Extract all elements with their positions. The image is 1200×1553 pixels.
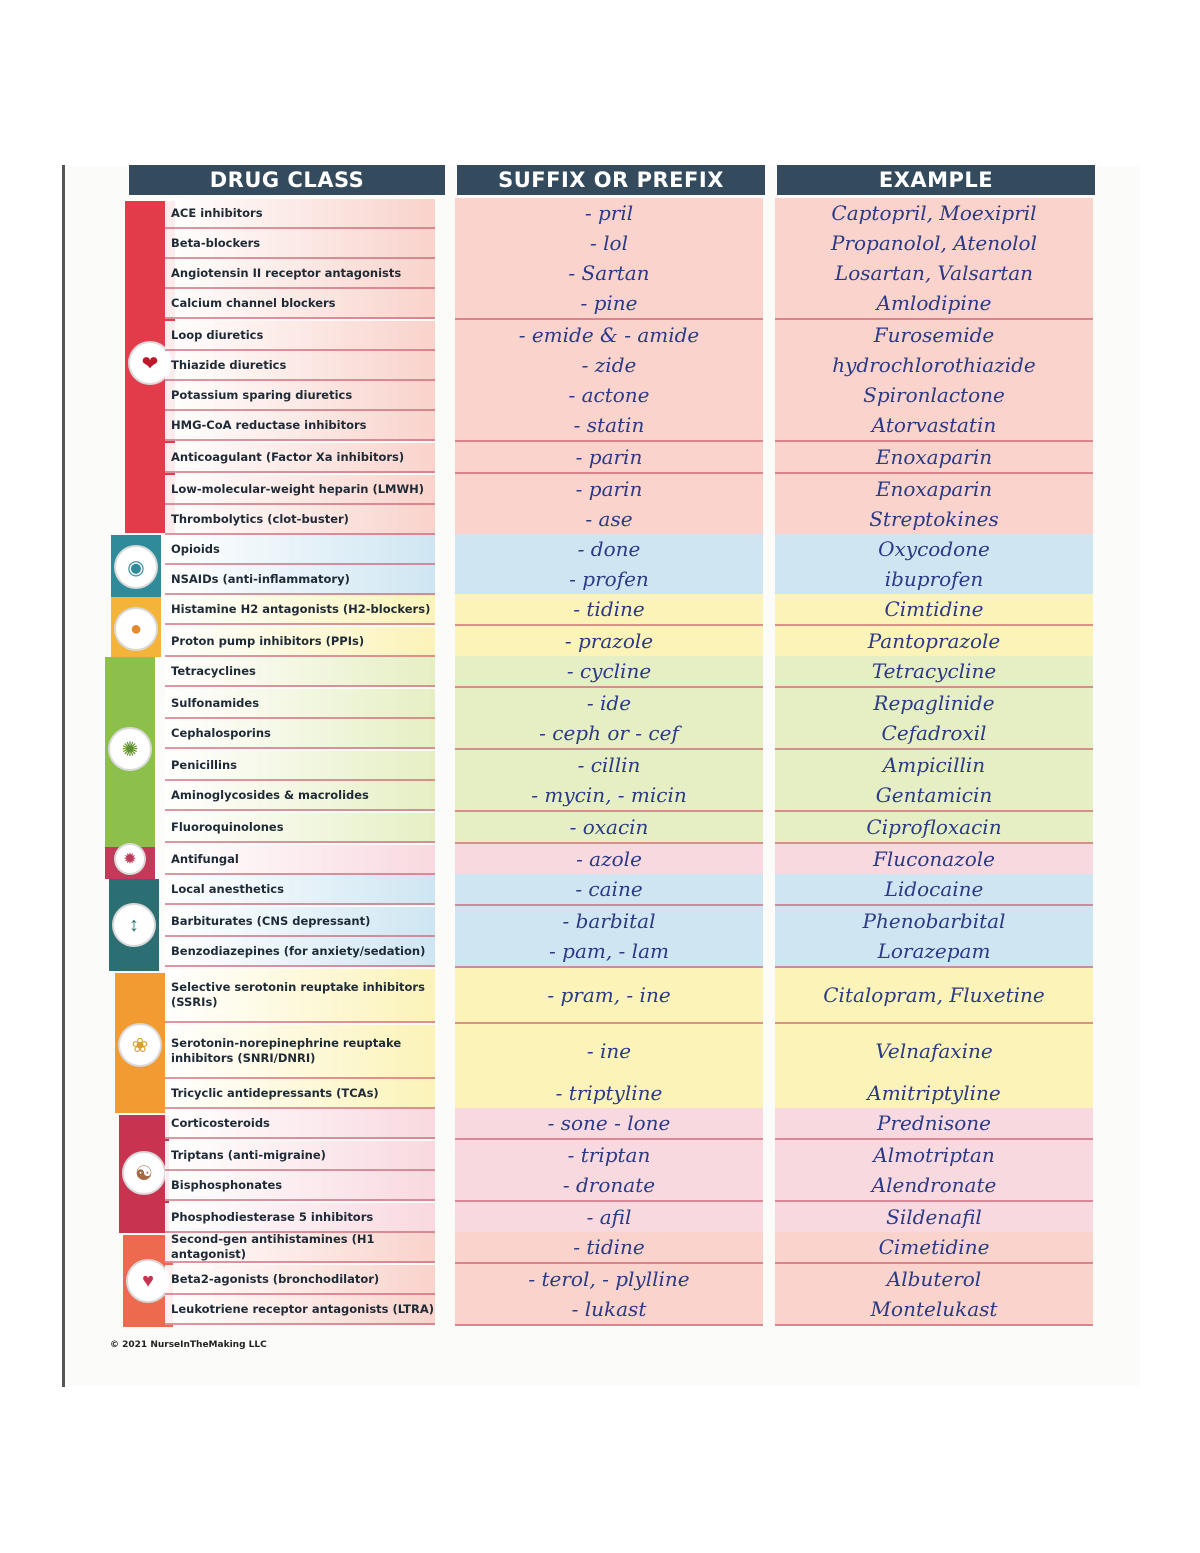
table-row	[165, 1025, 1105, 1079]
suffix-cell: - caine	[455, 874, 763, 906]
drug-class-cell: Tetracyclines	[165, 657, 435, 687]
table-row	[165, 751, 1105, 781]
example-cell: Amitriptyline	[775, 1078, 1093, 1110]
table-row	[165, 443, 1105, 473]
example-cell: Almotriptan	[775, 1140, 1093, 1172]
table-row	[165, 475, 1105, 505]
header-example: EXAMPLE	[777, 165, 1095, 195]
suffix-cell: - triptan	[455, 1140, 763, 1172]
heart-icon: ❤	[128, 341, 172, 385]
drug-class-cell: Antifungal	[165, 845, 435, 875]
suffix-cell: - ceph or - cef	[455, 718, 763, 750]
drug-class-cell: Barbiturates (CNS depressant)	[165, 907, 435, 937]
example-cell: Alendronate	[775, 1170, 1093, 1202]
drug-class-cell: Potassium sparing diuretics	[165, 381, 435, 411]
example-cell: Lorazepam	[775, 936, 1093, 968]
drug-class-cell: Benzodiazepines (for anxiety/sedation)	[165, 937, 435, 967]
table-row	[165, 289, 1105, 319]
drug-class-cell: ACE inhibitors	[165, 199, 435, 229]
band-gi-blue	[111, 535, 161, 597]
example-cell: Montelukast	[775, 1294, 1093, 1326]
example-cell: Phenobarbital	[775, 906, 1093, 938]
example-cell: Amlodipine	[775, 288, 1093, 320]
suffix-cell: - pril	[455, 198, 763, 230]
drug-class-cell: Selective serotonin reuptake inhibitors (SSRIs)	[165, 969, 435, 1023]
table-row	[165, 1295, 1105, 1325]
example-cell: Cimetidine	[775, 1232, 1093, 1264]
example-cell: Sildenafil	[775, 1202, 1093, 1234]
suffix-cell: - triptyline	[455, 1078, 763, 1110]
example-cell: ibuprofen	[775, 564, 1093, 596]
example-cell: Captopril, Moexipril	[775, 198, 1093, 230]
stomach-blue-icon: ◉	[114, 545, 158, 589]
drug-class-cell: HMG-CoA reductase inhibitors	[165, 411, 435, 441]
drug-class-cell: Triptans (anti-migraine)	[165, 1141, 435, 1171]
drug-class-cell: Penicillins	[165, 751, 435, 781]
suffix-cell: - pram, - ine	[455, 968, 763, 1024]
example-cell: Repaglinide	[775, 688, 1093, 720]
drug-class-sheet	[62, 165, 1140, 1387]
band-neuro	[109, 879, 159, 971]
virus-icon: ✹	[114, 843, 146, 875]
suffix-cell: - ase	[455, 504, 763, 536]
table-row	[165, 1171, 1105, 1201]
example-cell: Losartan, Valsartan	[775, 258, 1093, 290]
drug-class-cell: Calcium channel blockers	[165, 289, 435, 319]
example-cell: Cefadroxil	[775, 718, 1093, 750]
table-row	[165, 1203, 1105, 1233]
suffix-cell: - cillin	[455, 750, 763, 782]
suffix-cell: - tidine	[455, 594, 763, 626]
drug-class-cell: Phosphodiesterase 5 inhibitors	[165, 1203, 435, 1233]
example-cell: Furosemide	[775, 320, 1093, 352]
table-row	[165, 907, 1105, 937]
suffix-cell: - lol	[455, 228, 763, 260]
drug-class-cell: Angiotensin II receptor antagonists	[165, 259, 435, 289]
example-cell: Propanolol, Atenolol	[775, 228, 1093, 260]
suffix-cell: - cycline	[455, 656, 763, 688]
example-cell: Enoxaparin	[775, 442, 1093, 474]
suffix-cell: - emide & - amide	[455, 320, 763, 352]
drug-class-cell: Thrombolytics (clot-buster)	[165, 505, 435, 535]
suffix-cell: - dronate	[455, 1170, 763, 1202]
drug-class-cell: NSAIDs (anti-inflammatory)	[165, 565, 435, 595]
band-antifungal	[105, 847, 155, 879]
example-cell: Velnafaxine	[775, 1024, 1093, 1080]
table-row	[165, 875, 1105, 905]
table-row	[165, 321, 1105, 351]
example-cell: Tetracycline	[775, 656, 1093, 688]
suffix-cell: - actone	[455, 380, 763, 412]
suffix-cell: - pine	[455, 288, 763, 320]
table-row	[165, 1233, 1105, 1263]
table-row	[165, 657, 1105, 687]
table-row	[165, 1265, 1105, 1295]
example-cell: Pantoprazole	[775, 626, 1093, 658]
example-cell: hydrochlorothiazide	[775, 350, 1093, 382]
drug-class-cell: Leukotriene receptor antagonists (LTRA)	[165, 1295, 435, 1325]
suffix-cell: - zide	[455, 350, 763, 382]
table-row	[165, 535, 1105, 565]
bacteria-icon: ✺	[108, 727, 152, 771]
table-row	[165, 969, 1105, 1023]
table-row	[165, 229, 1105, 259]
drug-class-cell: Loop diuretics	[165, 321, 435, 351]
syringe-icon: ↕	[112, 903, 156, 947]
example-cell: Oxycodone	[775, 534, 1093, 566]
drug-class-cell: Local anesthetics	[165, 875, 435, 905]
drug-class-cell: Proton pump inhibitors (PPIs)	[165, 627, 435, 657]
drug-class-cell: Bisphosphonates	[165, 1171, 435, 1201]
table-row	[165, 351, 1105, 381]
suffix-cell: - terol, - plylline	[455, 1264, 763, 1296]
suffix-cell: - lukast	[455, 1294, 763, 1326]
table-row	[165, 937, 1105, 967]
drug-class-cell: Aminoglycosides & macrolides	[165, 781, 435, 811]
drug-class-cell: Cephalosporins	[165, 719, 435, 749]
example-cell: Ciprofloxacin	[775, 812, 1093, 844]
suffix-cell: - statin	[455, 410, 763, 442]
table-row	[165, 689, 1105, 719]
drug-class-cell: Tricyclic antidepressants (TCAs)	[165, 1079, 435, 1109]
suffix-cell: - ine	[455, 1024, 763, 1080]
table-row	[165, 627, 1105, 657]
example-cell: Cimtidine	[775, 594, 1093, 626]
band-endocrine	[119, 1115, 169, 1233]
example-cell: Ampicillin	[775, 750, 1093, 782]
drug-class-cell: Anticoagulant (Factor Xa inhibitors)	[165, 443, 435, 473]
example-cell: Prednisone	[775, 1108, 1093, 1140]
band-gi-yellow	[111, 597, 161, 657]
lungs-icon: ♥	[126, 1259, 170, 1303]
example-cell: Fluconazole	[775, 844, 1093, 876]
drug-class-cell: Beta2-agonists (bronchodilator)	[165, 1265, 435, 1295]
drug-class-cell: Corticosteroids	[165, 1109, 435, 1139]
drug-class-cell: Serotonin-norepinephrine reuptake inhibitors (SNRI/DNRI)	[165, 1025, 435, 1079]
drug-class-cell: Fluoroquinolones	[165, 813, 435, 843]
stomach-icon: ●	[114, 607, 158, 651]
copyright: © 2021 NurseInTheMaking LLC	[110, 1340, 267, 1350]
header-suffix-prefix: SUFFIX OR PREFIX	[457, 165, 765, 195]
suffix-cell: - azole	[455, 844, 763, 876]
table-row	[165, 505, 1105, 535]
drug-class-cell: Thiazide diuretics	[165, 351, 435, 381]
suffix-cell: - barbital	[455, 906, 763, 938]
suffix-cell: - Sartan	[455, 258, 763, 290]
example-cell: Enoxaparin	[775, 474, 1093, 506]
brain-icon: ❀	[118, 1023, 162, 1067]
table-row	[165, 381, 1105, 411]
table-row	[165, 781, 1105, 811]
suffix-cell: - done	[455, 534, 763, 566]
body-icon: ☯	[122, 1151, 166, 1195]
table-row	[165, 595, 1105, 625]
table-row	[165, 845, 1105, 875]
example-cell: Streptokines	[775, 504, 1093, 536]
table-row	[165, 565, 1105, 595]
example-cell: Citalopram, Fluxetine	[775, 968, 1093, 1024]
example-cell: Gentamicin	[775, 780, 1093, 812]
table-row	[165, 1079, 1105, 1109]
suffix-cell: - parin	[455, 442, 763, 474]
example-cell: Spironlactone	[775, 380, 1093, 412]
suffix-cell: - mycin, - micin	[455, 780, 763, 812]
suffix-cell: - oxacin	[455, 812, 763, 844]
suffix-cell: - tidine	[455, 1232, 763, 1264]
band-psych	[115, 973, 165, 1113]
suffix-cell: - sone - lone	[455, 1108, 763, 1140]
table-row	[165, 1109, 1105, 1139]
example-cell: Atorvastatin	[775, 410, 1093, 442]
example-cell: Albuterol	[775, 1264, 1093, 1296]
band-antimicrobial	[105, 657, 155, 847]
drug-class-cell: Beta-blockers	[165, 229, 435, 259]
table-row	[165, 259, 1105, 289]
table-row	[165, 199, 1105, 229]
header-drug-class: DRUG CLASS	[129, 165, 445, 195]
suffix-cell: - prazole	[455, 626, 763, 658]
suffix-cell: - parin	[455, 474, 763, 506]
drug-class-cell: Histamine H2 antagonists (H2-blockers)	[165, 595, 435, 625]
table-row	[165, 1141, 1105, 1171]
drug-class-cell: Opioids	[165, 535, 435, 565]
table-row	[165, 813, 1105, 843]
drug-class-cell: Second-gen antihistamines (H1 antagonist)	[165, 1233, 435, 1263]
drug-class-cell: Low-molecular-weight heparin (LMWH)	[165, 475, 435, 505]
suffix-cell: - ide	[455, 688, 763, 720]
example-cell: Lidocaine	[775, 874, 1093, 906]
drug-class-cell: Sulfonamides	[165, 689, 435, 719]
suffix-cell: - pam, - lam	[455, 936, 763, 968]
suffix-cell: - afil	[455, 1202, 763, 1234]
table-row	[165, 411, 1105, 441]
suffix-cell: - profen	[455, 564, 763, 596]
table-row	[165, 719, 1105, 749]
